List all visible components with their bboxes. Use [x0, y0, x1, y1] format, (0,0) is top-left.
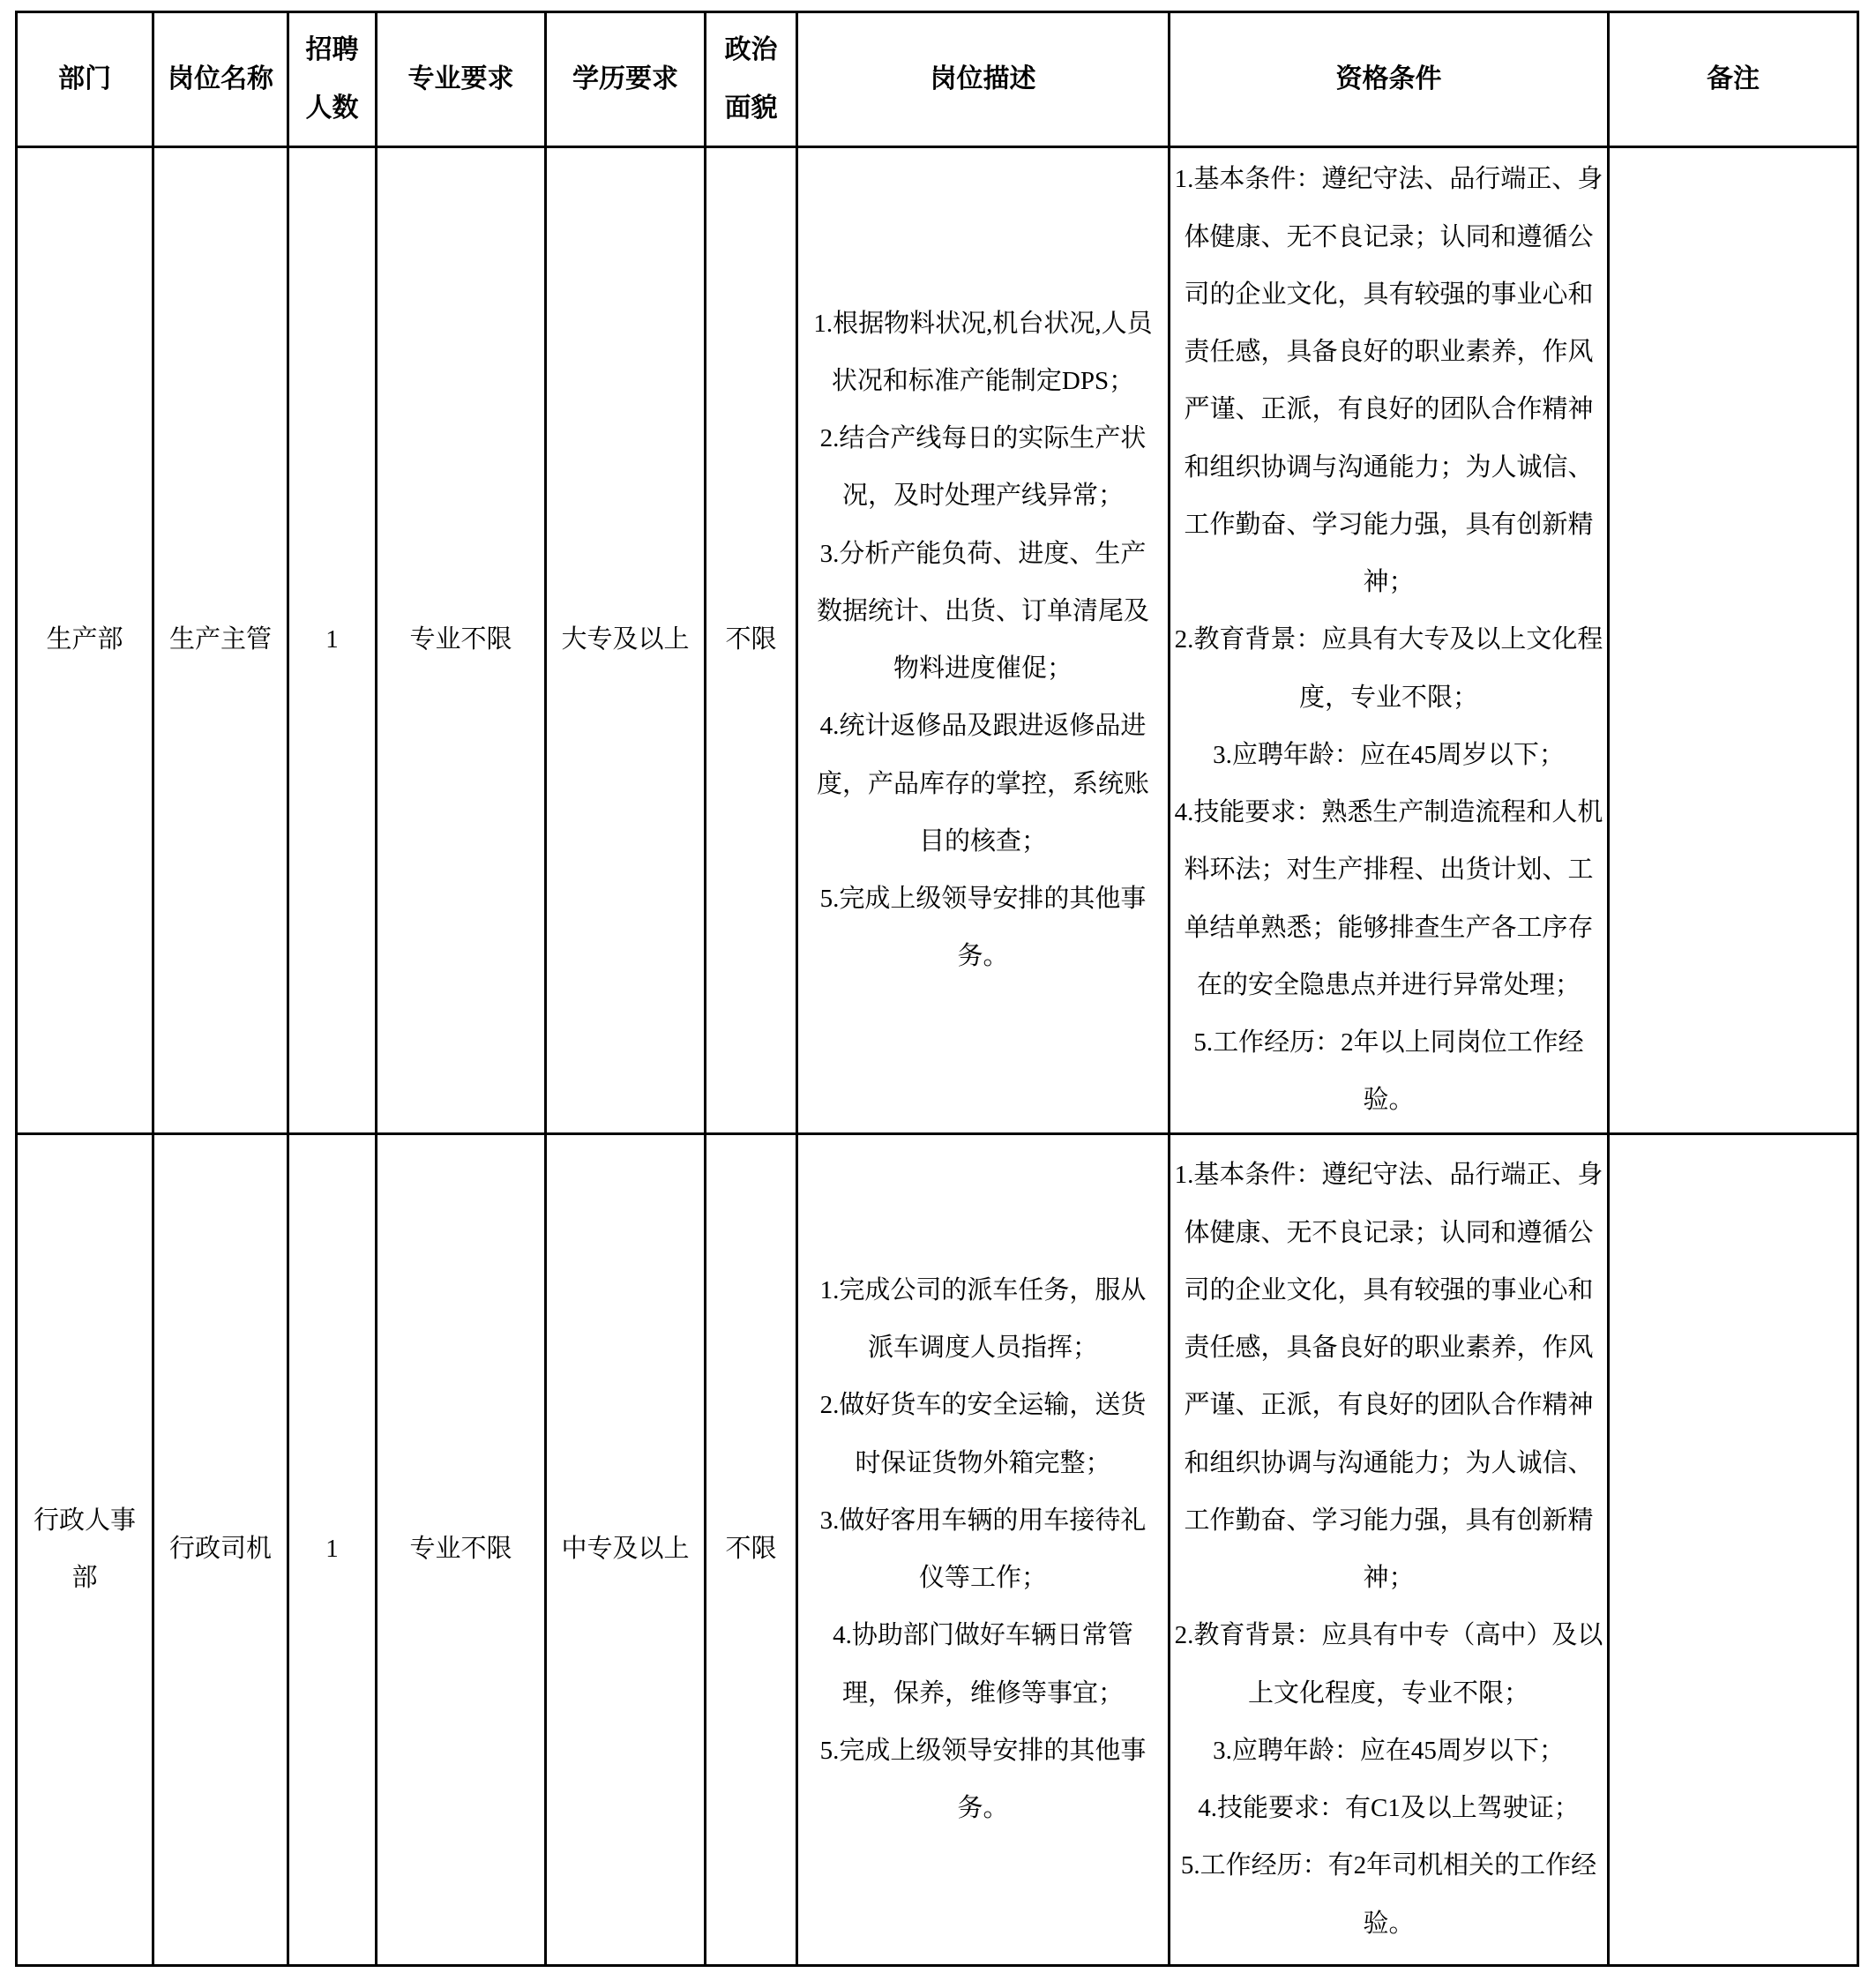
column-header-political-status: 政治面貌 [706, 12, 797, 147]
list-item: 5.工作经历：有2年司机相关的工作经验。 [1180, 1851, 1597, 1938]
cell-position: 生产主管 [153, 147, 288, 1134]
cell-political-status: 不限 [706, 1134, 797, 1966]
list-item: 3.做好客用车辆的用车接待礼仪等工作； [819, 1506, 1147, 1592]
list-item: 5.完成上级领导安排的其他事务。 [819, 1736, 1147, 1822]
header-row [17, 12, 1858, 147]
list-item: 2.教育背景：应具有中专（高中）及以上文化程度，专业不限； [1174, 1621, 1603, 1708]
cell-remarks [1609, 1134, 1858, 1966]
list-item: 2.做好货车的安全运输，送货时保证货物外箱完整； [819, 1391, 1147, 1477]
column-header-job-description: 岗位描述 [797, 12, 1170, 147]
list-item: 1.基本条件：遵纪守法、品行端正、身体健康、无不良记录；认同和遵循公司的企业文化，具有较强的事业心和责任感，具备良好的职业素养，作风严谨、正派，有良好的团队合作精神和组织协调与沟通能力；为人诚信、工作勤奋、学习能力强，具有创新精神； [1174, 165, 1603, 597]
list-item: 5.完成上级领导安排的其他事务。 [819, 885, 1147, 971]
column-header-department: 部门 [17, 12, 153, 147]
list-item: 4.技能要求：有C1及以上驾驶证； [1198, 1794, 1580, 1822]
recruitment-table [15, 11, 1859, 1967]
cell-job-description [797, 1134, 1170, 1966]
cell-position: 行政司机 [153, 1134, 288, 1966]
cell-major: 专业不限 [377, 1134, 546, 1966]
cell-qualifications [1170, 1134, 1609, 1966]
column-header-major: 专业要求 [377, 12, 546, 147]
list-item: 4.技能要求：熟悉生产制造流程和人机料环法；对生产排程、出货计划、工单结单熟悉；能够排查生产各工序存在的安全隐患点并进行异常处理； [1174, 798, 1603, 999]
column-header-remarks: 备注 [1609, 12, 1858, 147]
list-item: 2.结合产线每日的实际生产状况，及时处理产线异常； [819, 424, 1147, 511]
table-row [17, 147, 1858, 1134]
list-item: 4.统计返修品及跟进返修品进度，产品库存的掌控，系统账目的核查； [816, 712, 1149, 856]
table-header [17, 12, 1858, 147]
cell-education: 大专及以上 [546, 147, 706, 1134]
list-item: 3.应聘年龄：应在45周岁以下； [1213, 1736, 1565, 1765]
cell-major: 专业不限 [377, 147, 546, 1134]
list-item: 3.应聘年龄：应在45周岁以下； [1213, 740, 1565, 769]
list-item: 1.完成公司的派车任务，服从派车调度人员指挥； [819, 1275, 1147, 1362]
cell-headcount: 1 [288, 147, 377, 1134]
column-header-position: 岗位名称 [153, 12, 288, 147]
cell-department: 生产部 [17, 147, 153, 1134]
table-body [17, 147, 1858, 1966]
cell-education: 中专及以上 [546, 1134, 706, 1966]
cell-qualifications [1170, 147, 1609, 1134]
list-item: 4.协助部门做好车辆日常管理，保养，维修等事宜； [833, 1621, 1133, 1708]
list-item: 5.工作经历：2年以上同岗位工作经验。 [1193, 1028, 1584, 1115]
list-item: 2.教育背景：应具有大专及以上文化程度，专业不限； [1174, 625, 1603, 712]
column-header-headcount: 招聘人数 [288, 12, 377, 147]
cell-remarks [1609, 147, 1858, 1134]
cell-political-status: 不限 [706, 147, 797, 1134]
column-header-education: 学历要求 [546, 12, 706, 147]
table-row [17, 1134, 1858, 1966]
cell-job-description [797, 147, 1170, 1134]
list-item: 1.基本条件：遵纪守法、品行端正、身体健康、无不良记录；认同和遵循公司的企业文化，具有较强的事业心和责任感，具备良好的职业素养，作风严谨、正派，有良好的团队合作精神和组织协调与沟通能力；为人诚信、工作勤奋、学习能力强，具有创新精神； [1174, 1161, 1603, 1592]
cell-department: 行政人事部 [17, 1134, 153, 1966]
list-item: 3.分析产能负荷、进度、生产数据统计、出货、订单清尾及物料进度催促； [816, 539, 1149, 683]
list-item: 1.根据物料状况,机台状况,人员状况和标准产能制定DPS； [813, 309, 1153, 395]
column-header-qualifications: 资格条件 [1170, 12, 1609, 147]
cell-headcount: 1 [288, 1134, 377, 1966]
